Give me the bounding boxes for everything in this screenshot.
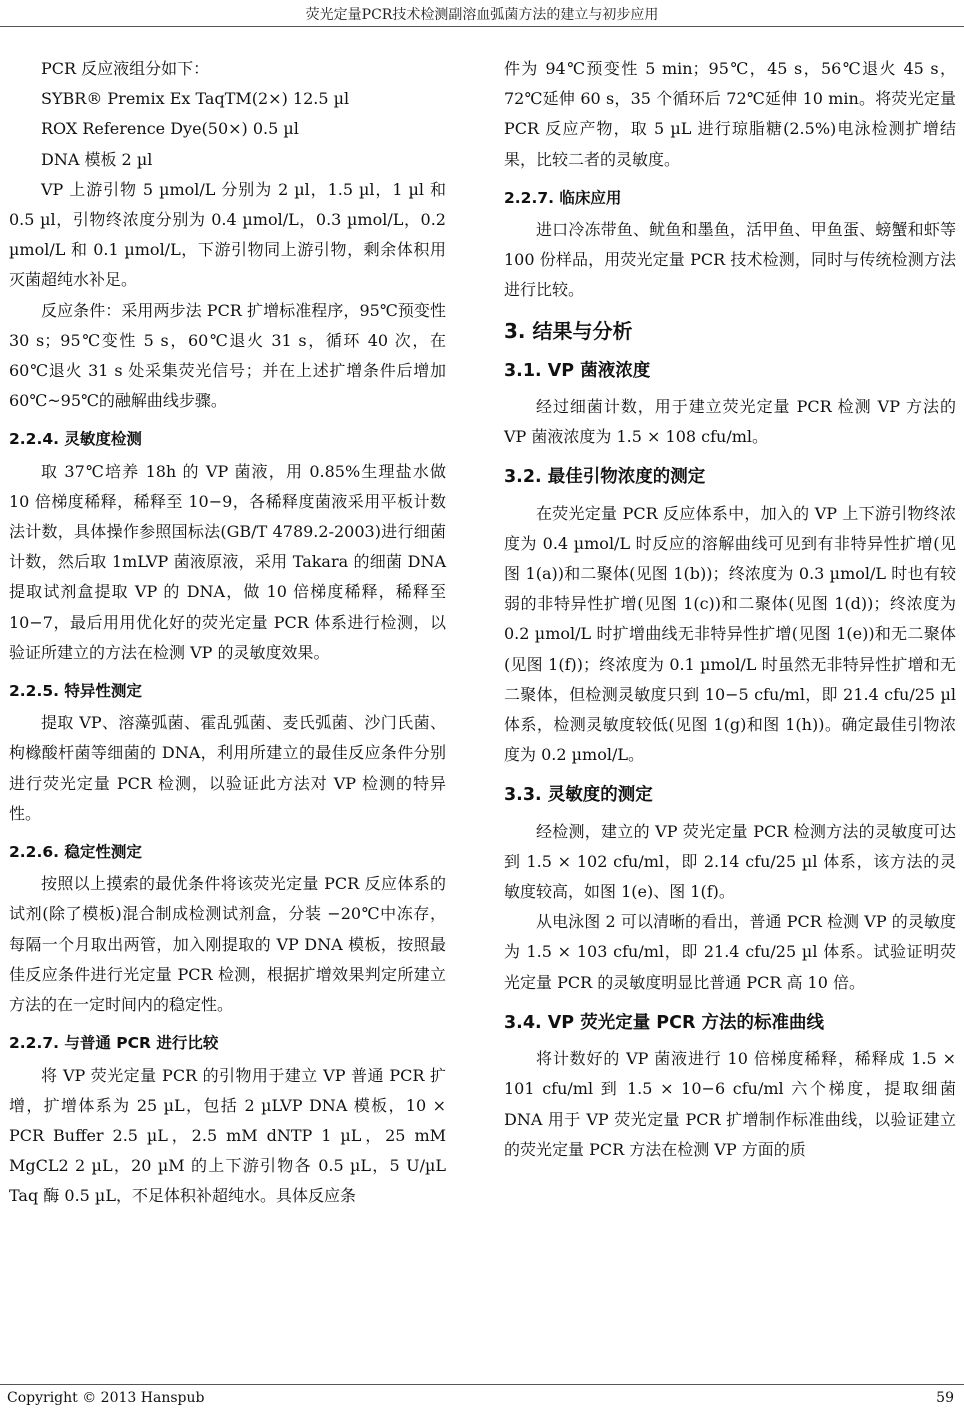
paragraph-2-2-4: 取 37℃培养 18h 的 VP 菌液，用 0.85%生理盐水做 10 倍梯度稀释，稀释至 10−9，各稀释度菌液采用平板计数法计数，具体操作参照国标法(GB/T 4789.2-2003)进行细菌计数，然后取 1mLVP 菌液原液，采用 Takara 的细菌 DNA 提取试剂盒提取 VP 的 DNA，做 10 倍梯度稀释，稀释至 10−7，最后用用优化好的荧光定量 PCR 体系进行检测，以验证所建立的方法在检测 VP 的灵敏度效果。 xyxy=(9,461,446,662)
paragraph-2-2-7-clinical: 进口冷冻带鱼、鱿鱼和墨鱼，活甲鱼、甲鱼蛋、螃蟹和虾等 100 份样品，用荧光定量 PCR 技术检测，同时与传统检测方法进行比较。 xyxy=(504,220,956,300)
heading-3-2: 3.2. 最佳引物浓度的测定 xyxy=(504,467,706,488)
footer-rule xyxy=(0,1384,964,1385)
heading-3-4: 3.4. VP 荧光定量 PCR 方法的标准曲线 xyxy=(504,1012,825,1033)
paragraph-conditions: 反应条件：采用两步法 PCR 扩增标准程序，95℃预变性 30 s；95℃变性 5 s，60℃退火 31 s，循环 40 次，在 60℃退火 31 s 处采集荧光信号；并在上述扩增条件后增加 60℃~95℃的融解曲线步骤。 xyxy=(9,300,446,411)
paragraph-3-3-b: 从电泳图 2 可以清晰的看出，普通 PCR 检测 VP 的灵敏度为 1.5 × 103 cfu/ml，即 21.4 cfu/25 µl 体系。试验证明荧光定量 PCR 的灵敏度明显比普通 PCR 高 10 倍。 xyxy=(504,912,956,992)
paragraph-3-4: 将计数好的 VP 菌液进行 10 倍梯度稀释，稀释成 1.5 × 101 cfu/ml 到 1.5 × 10−6 cfu/ml 六个梯度，提取细菌 DNA 用于 VP 荧光定量 PCR 扩增制作标准曲线，以验证建立的荧光定量 PCR 方法在检测 VP 方面的质 xyxy=(504,1049,956,1159)
paragraph-2-2-5: 提取 VP、溶藻弧菌、霍乱弧菌、麦氏弧菌、沙门氏菌、枸橼酸杆菌等细菌的 DNA，利用所建立的最佳反应条件分别进行荧光定量 PCR 检测，以验证此方法对 VP 检测的特异性。 xyxy=(9,713,446,823)
copyright: Copyright © 2013 Hanspub xyxy=(7,1390,205,1406)
paragraph-continued: 件为 94℃预变性 5 min；95℃，45 s，56℃退火 45 s，72℃延伸 60 s，35 个循环后 72℃延伸 10 min。将荧光定量 PCR 反应产物，取 5 µL 进行琼脂糖(2.5%)电泳检测扩增结果，比较二者的灵敏度。 xyxy=(504,59,956,169)
reagent-line: ROX Reference Dye(50×) 0.5 µl xyxy=(41,119,299,139)
heading-3-1: 3.1. VP 菌液浓度 xyxy=(504,360,651,381)
heading-2-2-6: 2.2.6. 稳定性测定 xyxy=(9,843,142,862)
heading-2-2-7-clinical: 2.2.7. 临床应用 xyxy=(504,188,622,207)
heading-2-2-5: 2.2.5. 特异性测定 xyxy=(9,682,142,701)
paragraph-primer: VP 上游引物 5 µmol/L 分别为 2 µl，1.5 µl，1 µl 和 0.5 µl，引物终浓度分别为 0.4 µmol/L，0.3 µmol/L，0.2 µmol/L 和 0.1 µmol/L，下游引物同上游引物，剩余体积用灭菌超纯水补足。 xyxy=(9,179,446,290)
heading-2-2-4: 2.2.4. 灵敏度检测 xyxy=(9,430,142,449)
page-number: 59 xyxy=(936,1390,954,1406)
heading-2-2-7-compare: 2.2.7. 与普通 PCR 进行比较 xyxy=(9,1034,219,1053)
reagent-line: SYBR® Premix Ex TaqTM(2×) 12.5 µl xyxy=(41,89,350,109)
right-column xyxy=(504,54,956,1165)
heading-3-results: 3. 结果与分析 xyxy=(504,318,633,343)
paragraph-2-2-6: 按照以上摸索的最优条件将该荧光定量 PCR 反应体系的试剂(除了模板)混合制成检测试剂盒，分装 −20℃中冻存，每隔一个月取出两管，加入刚提取的 VP DNA 模板，按照最佳反应条件进行光定量 PCR 检测，根据扩增效果判定所建立方法的在一定时间内的稳定性。 xyxy=(9,874,446,1015)
reagent-line: PCR 反应液组分如下： xyxy=(41,59,210,78)
paragraph-3-2: 在荧光定量 PCR 反应体系中，加入的 VP 上下游引物终浓度为 0.4 µmol/L 时反应的溶解曲线可见到有非特异性扩增(见图 1(a))和二聚体(见图 1(b))；终浓度为 0.3 µmol/L 时也有较弱的非特异性扩增(见图 1(c))和二聚体(见图 1(d))；终浓度为 0.2 µmol/L 时扩增曲线无非特异性扩增(见图 1(e))和无二聚体(见图 1(f))；终浓度为 0.1 µmol/L 时虽然无非特异性扩增和无二聚体，但检测灵敏度只到 10−5 cfu/ml，即 21.4 cfu/25 µl 体系，检测灵敏度较低(见图 1(g)和图 1(h))。确定最佳引物浓度为 0.2 µmol/L。 xyxy=(504,503,956,765)
left-column xyxy=(9,54,446,1212)
paragraph-2-2-7-compare: 将 VP 荧光定量 PCR 的引物用于建立 VP 普通 PCR 扩增，扩增体系为 25 µL，包括 2 µLVP DNA 模板，10 × PCR Buffer 2.5 µL，2.5 mM dNTP 1 µL，25 mM MgCL2 2 µL，20 µM 的上下游引物各 0.5 µL，5 U/µL Taq 酶 0.5 µL，不足体积补超纯水。具体反应条 xyxy=(9,1065,446,1206)
paragraph-3-1: 经过细菌计数，用于建立荧光定量 PCR 检测 VP 方法的 VP 菌液浓度为 1.5 × 108 cfu/ml。 xyxy=(504,397,956,447)
reagent-line: DNA 模板 2 µl xyxy=(41,149,153,169)
header-rule xyxy=(0,26,964,27)
running-title: 荧光定量PCR技术检测副溶血弧菌方法的建立与初步应用 xyxy=(305,7,659,23)
heading-3-3: 3.3. 灵敏度的测定 xyxy=(504,785,653,806)
paragraph-3-3-a: 经检测，建立的 VP 荧光定量 PCR 检测方法的灵敏度可达到 1.5 × 102 cfu/ml，即 2.14 cfu/25 µl 体系，该方法的灵敏度较高，如图 1(e)、图 1(f)。 xyxy=(504,821,956,902)
